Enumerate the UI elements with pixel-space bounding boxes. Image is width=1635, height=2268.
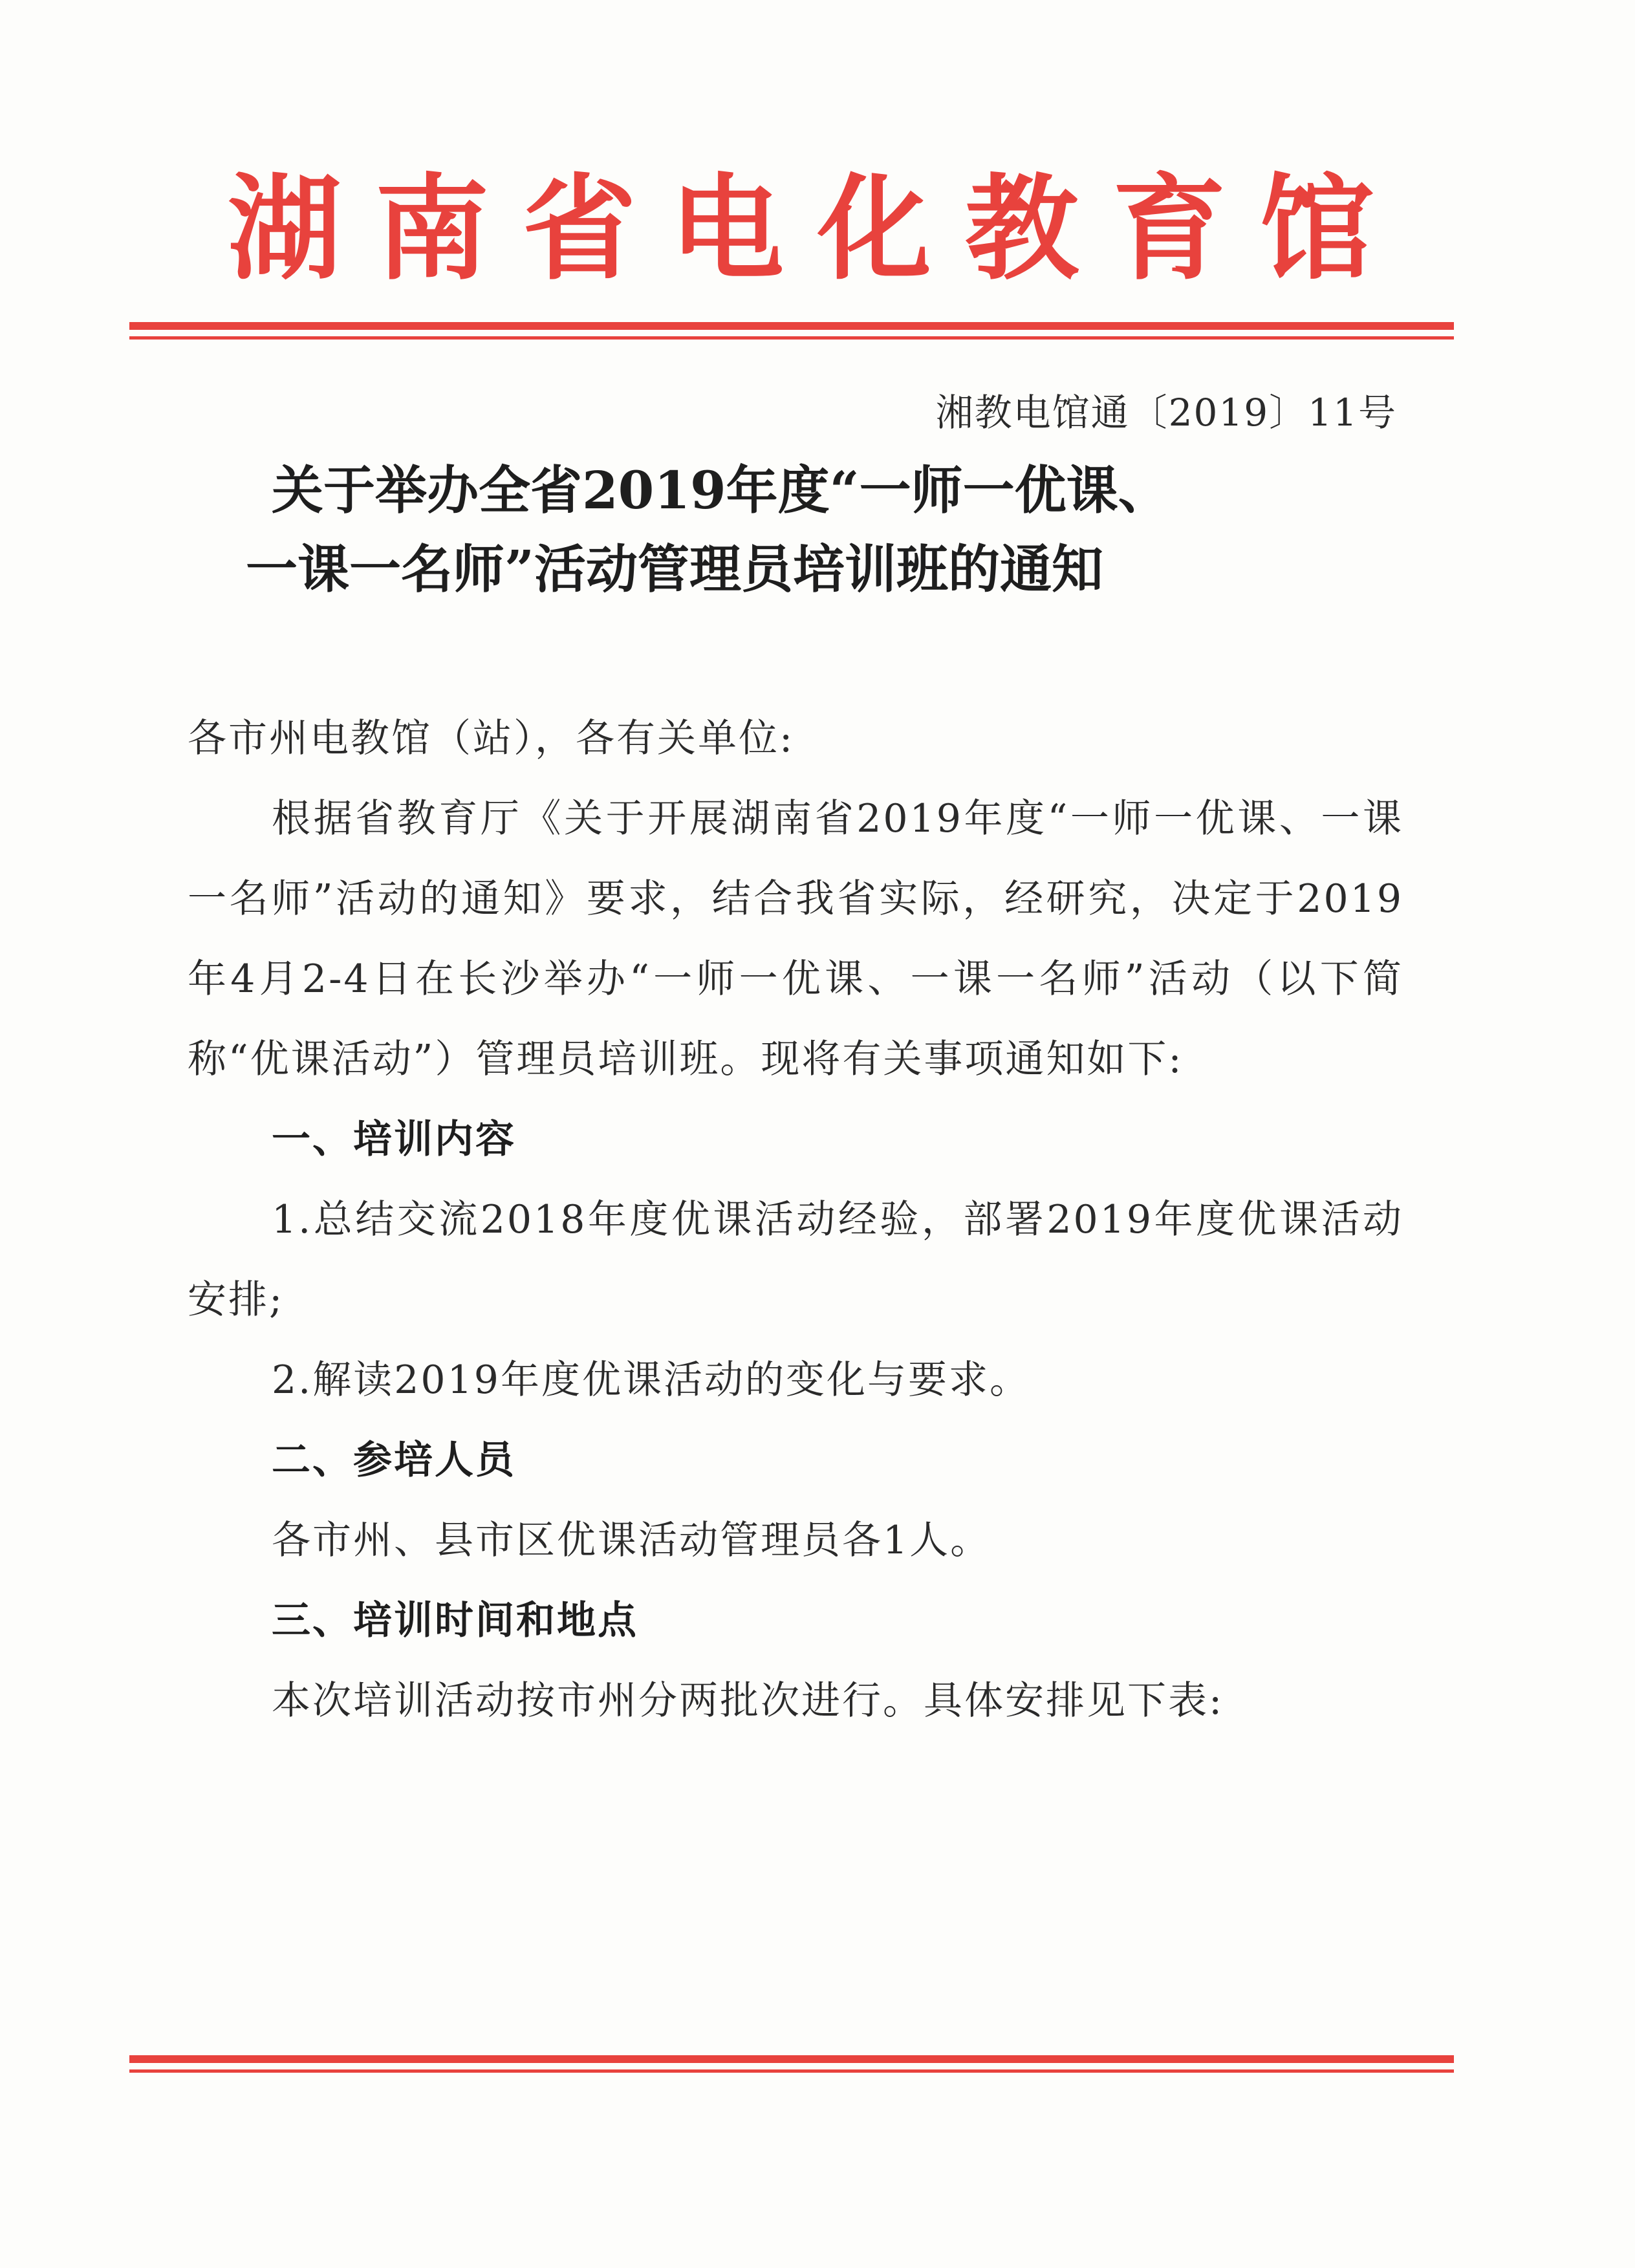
- section-paragraph: 各市州、县市区优课活动管理员各1人。: [272, 1518, 991, 1563]
- document-title-line-1: 关于举办全省2019年度“一师一优课、: [272, 460, 1170, 521]
- letterhead-top-rule-thick: [129, 322, 1454, 330]
- document-number: 湘教电馆通〔2019〕11号: [935, 391, 1397, 435]
- letterhead-top-rule-thin: [129, 336, 1454, 340]
- salutation: 各市州电教馆（站），各有关单位:: [188, 716, 795, 761]
- section-heading-content: 一、培训内容: [272, 1117, 516, 1162]
- letterhead-org-name: 湖南省电化教育馆: [227, 163, 1407, 296]
- section-heading-time-place: 三、培训时间和地点: [272, 1598, 638, 1643]
- footer-rule-thick: [129, 2055, 1454, 2063]
- document-title-line-2: 一课一名师”活动管理员培训班的通知: [246, 539, 1104, 599]
- intro-paragraph: 根据省教育厅《关于开展湖南省2019年度“一师一优课、一课一名师”活动的通知》要求，结合我省实际，经研究，决定于2019年4月2-4日在长沙举办“一师一优课、一课一名师”活动（以下简称“优课活动”）管理员培训班。现将有关事项通知如下:: [188, 796, 1403, 1082]
- section-paragraph: 本次培训活动按市州分两批次进行。具体安排见下表:: [272, 1678, 1224, 1723]
- section-paragraph: 2.解读2019年度优课活动的变化与要求。: [272, 1357, 1030, 1403]
- section-heading-participants: 二、参培人员: [272, 1438, 516, 1483]
- document-body: [188, 698, 1403, 1741]
- section-paragraph: 1.总结交流2018年度优课活动经验，部署2019年度优课活动安排;: [188, 1197, 1403, 1323]
- footer-rule-thin: [129, 2069, 1454, 2073]
